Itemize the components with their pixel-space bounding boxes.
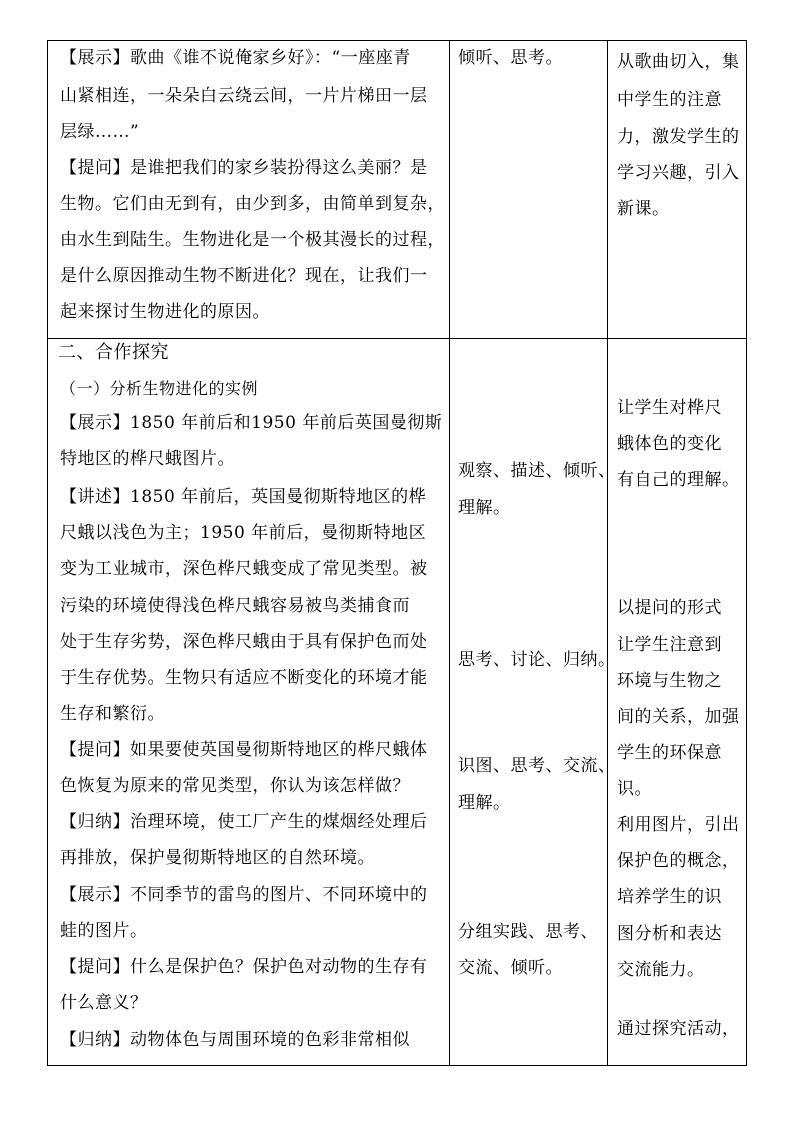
row2-content-line: 色恢复为原来的常见类型，你认为该怎样做？: [60, 776, 410, 796]
table-right-border: [746, 40, 747, 1066]
row1-content-line: 【提问】是谁把我们的家乡装扮得这么美丽？是: [60, 158, 428, 178]
row2-content-line: 生存和繁衍。: [60, 704, 165, 724]
table-bottom-border: [47, 1065, 747, 1066]
row2-intent-line: 以提问的形式: [617, 598, 722, 618]
row1-intent-line: 学习兴趣，引入: [617, 163, 740, 183]
row1-content-line: 是什么原因推动生物不断进化？现在，让我们一: [60, 266, 428, 286]
row2-intent-line: 蛾体色的变化: [617, 434, 722, 454]
row2-content-line: 【提问】什么是保护色？保护色对动物的生存有: [60, 957, 428, 977]
row2-intent-line: 保护色的概念，: [617, 851, 740, 871]
row2-content-line: 蛙的图片。: [60, 921, 148, 941]
row-divider: [47, 338, 747, 339]
row1-intent-line: 中学生的注意: [617, 90, 722, 110]
row2-intent-line: 图分析和表达: [617, 924, 722, 944]
row2-intent-line: 让学生对桦尺: [617, 398, 722, 418]
row1-content-line: 层绿……”: [60, 122, 140, 142]
row2-intent-line: 培养学生的识: [617, 887, 722, 907]
row2-intent-line: 学生的环保意: [617, 743, 722, 763]
row2-content-line: 于生存优势。生物只有适应不断变化的环境才能: [60, 668, 428, 688]
row1-content-line: 由水生到陆生。生物进化是一个极其漫长的过程，: [60, 230, 445, 250]
row1-intent-line: 力，激发学生的: [617, 127, 740, 147]
row2-content-line: 再排放，保护曼彻斯特地区的自然环境。: [60, 848, 375, 868]
table-left-border: [47, 40, 48, 1066]
table-top-border: [47, 40, 747, 41]
section-heading: 二、合作探究: [58, 342, 169, 363]
row2-student-line: 理解。: [458, 793, 511, 813]
row1-intent-line: 从歌曲切入，集: [617, 52, 740, 72]
row1-intent-line: 新课。: [617, 199, 670, 219]
row2-intent-line: 通过探究活动，: [617, 1019, 740, 1039]
row2-student-line: 理解。: [458, 498, 511, 518]
row2-intent-line: 环境与生物之: [617, 671, 722, 691]
row2-student-line: 观察、描述、倾听、: [458, 461, 616, 481]
row2-content-line: 【讲述】1850 年前后，英国曼彻斯特地区的桦: [60, 487, 427, 507]
row2-content-line: 【归纳】动物体色与周围环境的色彩非常相似: [60, 1030, 410, 1050]
row2-intent-line: 利用图片，引出: [617, 815, 740, 835]
row2-student-line: 交流、倾听。: [458, 958, 563, 978]
row2-intent-line: 间的关系，加强: [617, 707, 740, 727]
row2-content-line: 【展示】不同季节的雷鸟的图片、不同环境中的: [60, 885, 428, 905]
row2-content-line: 【归纳】治理环境，使工厂产生的煤烟经处理后: [60, 812, 428, 832]
row1-content-line: 起来探讨生物进化的原因。: [60, 302, 270, 322]
row2-content-line: 【提问】如果要使英国曼彻斯特地区的桦尺蛾体: [60, 740, 428, 760]
row1-student-line: 倾听、思考。: [458, 48, 563, 68]
row2-intent-line: 让学生注意到: [617, 635, 722, 655]
section-subheading: （一）分析生物进化的实例: [60, 379, 259, 398]
row1-content-line: 山紧相连，一朵朵白云绕云间，一片片梯田一层: [60, 86, 428, 106]
row2-content-line: 什么意义？: [60, 993, 148, 1013]
row2-content-line: 尺蛾以浅色为主；1950 年前后，曼彻斯特地区: [60, 523, 427, 543]
row2-content-line: 变为工业城市，深色桦尺蛾变成了常见类型。被: [60, 559, 428, 579]
column-divider-1: [449, 40, 450, 1066]
row2-intent-line: 有自己的理解。: [617, 470, 740, 490]
row2-content-line: 污染的环境使得浅色桦尺蛾容易被鸟类捕食而: [60, 596, 410, 616]
row1-content-line: 生物。它们由无到有，由少到多，由简单到复杂，: [60, 194, 445, 214]
row2-content-line: 特地区的桦尺蛾图片。: [60, 449, 235, 469]
row2-intent-line: 识。: [617, 779, 652, 799]
row2-student-line: 思考、讨论、归纳。: [458, 650, 616, 670]
row2-student-line: 识图、思考、交流、: [458, 756, 616, 776]
row2-student-line: 分组实践、思考、: [458, 922, 598, 942]
row1-content-line: 【展示】歌曲《谁不说俺家乡好》：“一座座青: [60, 48, 411, 68]
row2-content-line: 处于生存劣势，深色桦尺蛾由于具有保护色而处: [60, 632, 428, 652]
row2-intent-line: 交流能力。: [617, 960, 705, 980]
row2-content-line: 【展示】1850 年前后和1950 年前后英国曼彻斯: [60, 413, 443, 433]
column-divider-2: [607, 40, 608, 1066]
